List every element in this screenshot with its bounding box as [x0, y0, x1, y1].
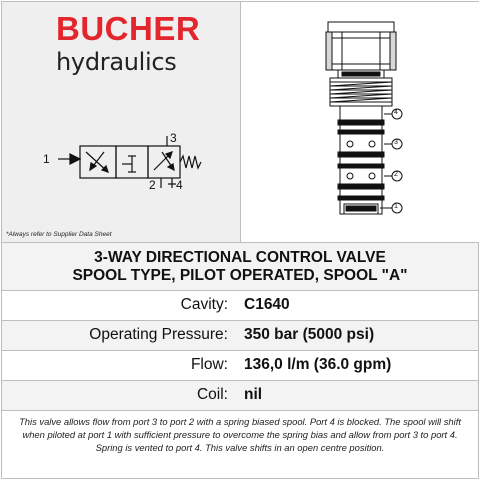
schematic-symbol-icon [2, 122, 241, 202]
section-panel [242, 2, 479, 242]
section-port-2: 2 [394, 171, 398, 178]
spec-value: C1640 [244, 296, 290, 313]
spec-label: Operating Pressure: [89, 326, 228, 343]
hydraulic-schematic [2, 122, 241, 202]
header-panel [1, 1, 479, 243]
section-port-4: 4 [394, 109, 398, 116]
brand-panel [2, 2, 241, 242]
spec-row-cavity [1, 291, 479, 321]
spec-label: Coil: [196, 386, 228, 403]
product-title [1, 243, 479, 291]
description-text: This valve allows flow from port 3 to port 2 with a spring biased spool. Port 4 is blocked. The spool will shift when piloted at port 1 with sufficient pressure to overcome the spring bias and allow from port 3 to port 4. Spring is vented to port 4. This valve shifts in an open centre position. [19, 416, 461, 454]
spec-row-flow [1, 351, 479, 381]
section-port-1: 1 [394, 203, 398, 210]
section-port-3: 3 [394, 139, 398, 146]
spec-value: 350 bar (5000 psi) [244, 326, 375, 343]
title-line-2: SPOOL TYPE, PILOT OPERATED, SPOOL "A" [72, 267, 408, 284]
spec-label: Flow: [190, 356, 228, 373]
schematic-port-4: 4 [176, 178, 183, 192]
title-line-1: 3-WAY DIRECTIONAL CONTROL VALVE [94, 249, 386, 266]
schematic-port-3: 3 [170, 131, 177, 145]
description-panel [1, 411, 479, 479]
spec-value: 136,0 l/m (36.0 gpm) [244, 356, 392, 373]
schematic-port-1: 1 [43, 152, 50, 166]
schematic-port-2: 2 [149, 178, 156, 192]
valve-cross-section-icon [242, 2, 479, 242]
spec-value: nil [244, 386, 263, 403]
spec-row-coil [1, 381, 479, 411]
spec-row-pressure [1, 321, 479, 351]
spec-label: Cavity: [180, 296, 228, 313]
supplier-note: *Always refer to Supplier Data Sheet [6, 231, 112, 238]
brand-subtitle: hydraulics [56, 48, 177, 76]
brand-logo: BUCHER [56, 10, 201, 47]
